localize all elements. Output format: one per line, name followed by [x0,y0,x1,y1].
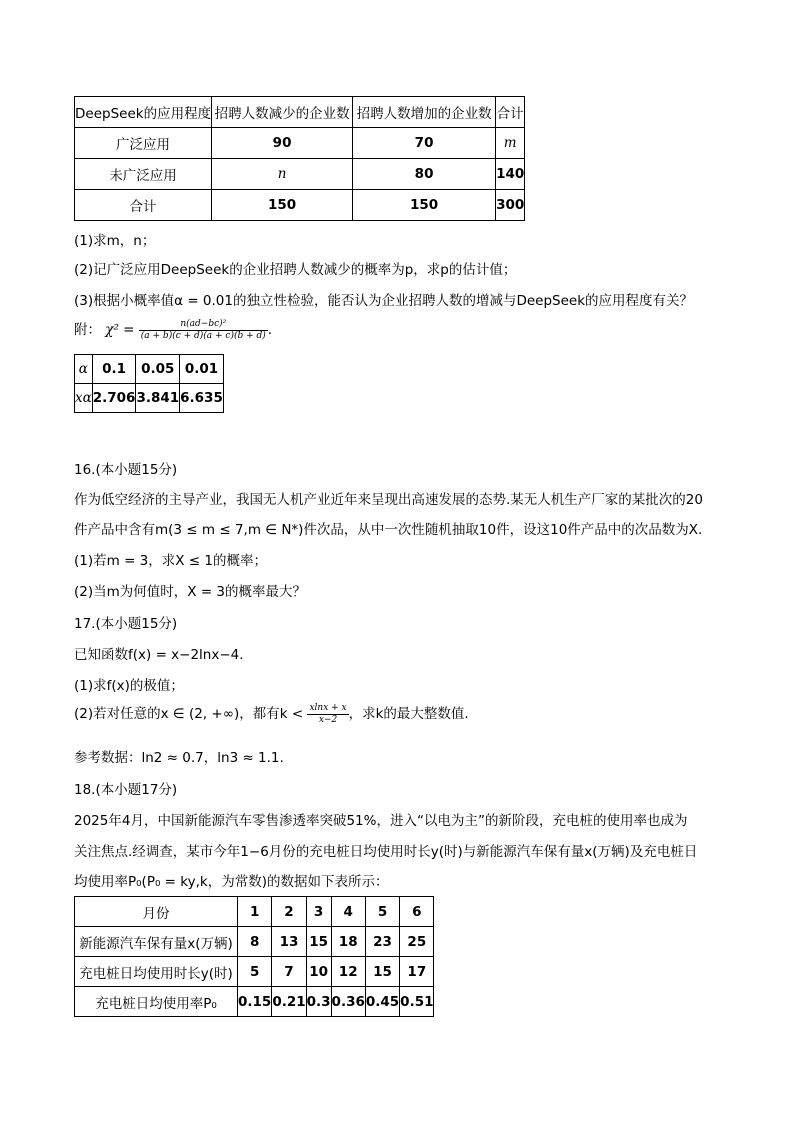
q18-heading: 18.(本小题17分) [74,782,178,798]
table-cell: 5 [365,897,399,927]
table-cell: 0.21 [272,987,306,1017]
chi-lhs: χ² = [105,322,135,338]
table-cell: 150 [353,190,496,221]
table-cell: 充电桩日均使用时长y(时) [75,957,238,987]
table-row [75,927,434,957]
table-cell: 合计 [496,97,525,128]
q17-part-2-end: ，求k的最大整数值. [348,706,469,722]
q17-reference-data: 参考数据：ln2 ≈ 0.7，ln3 ≈ 1.1. [74,750,284,766]
q17-part-2-text: (2)若对任意的x ∈ (2, +∞)，都有k < [74,706,304,722]
table-cell: 6.635 [180,384,224,413]
table-cell: 月份 [75,897,238,927]
table-cell: xα [75,384,93,413]
q15-part-1: (1)求m，n； [74,233,156,249]
table-cell: 70 [353,128,496,159]
table-cell: 8 [238,927,272,957]
table-row [75,128,525,159]
table-cell: DeepSeek的应用程度 [75,97,212,128]
table-cell: 新能源汽车保有量x(万辆) [75,927,238,957]
q17-numerator: xlnx + x [309,702,347,713]
table-cell: n [212,159,353,190]
q16-text-line-1: 作为低空经济的主导产业，我国无人机产业近年来呈现出高速发展的态势.某无人机生产厂家的某批次的20 [74,492,703,508]
table-cell: 招聘人数增加的企业数 [353,97,496,128]
q17-part-1: (1)求f(x)的极值； [74,678,184,694]
table-cell: 13 [272,927,306,957]
table-cell: 17 [400,957,434,987]
appendix-label: 附： [74,322,101,338]
q16-part-2: (2)当m为何值时，X = 3的概率最大？ [74,584,307,600]
q16-heading: 16.(本小题15分) [74,462,178,478]
table-cell: 4 [331,897,365,927]
table-cell: α [75,355,93,384]
table-cell: 充电桩日均使用率P₀ [75,987,238,1017]
table-cell: 10 [306,957,331,987]
q17-denominator: x−2 [307,714,348,726]
table-cell: 2.706 [92,384,136,413]
q18-text-line-1: 2025年4月，中国新能源汽车零售渗透率突破51%，进入“以电为主”的新阶段，充电桩的使用率也成为 [74,813,688,829]
table-cell: 150 [212,190,353,221]
q17-text-line-1: 已知函数f(x) = x−2lnx−4. [74,647,244,663]
chi-denominator: (a + b)(c + d)(a + c)(b + d) [140,330,266,341]
chi-numerator: n(ad−bc)² [180,318,227,329]
table-cell: 15 [306,927,331,957]
q15-part-2: (2)记广泛应用DeepSeek的企业招聘人数减少的概率为p，求p的估计值； [74,262,517,278]
table-row [75,957,434,987]
table-cell: 招聘人数减少的企业数 [212,97,353,128]
table-cell: 未广泛应用 [75,159,212,190]
q16-text-line-2: 件产品中含有m(3 ≤ m ≤ 7,m ∈ N*)件次品，从中一次性随机抽取10件，设这10件产品中的次品数为X. [74,522,703,538]
table-row [75,987,434,1017]
table-cell: 3 [306,897,331,927]
table-row [75,355,224,384]
table-cell: 80 [353,159,496,190]
table-cell: 合计 [75,190,212,221]
table-cell: 0.36 [331,987,365,1017]
chi-fraction [139,319,268,342]
table-cell: 6 [400,897,434,927]
table-row [75,897,434,927]
q18-text-line-2: 关注焦点.经调查，某市今年1−6月份的充电桩日均使用时长y(时)与新能源汽车保有量x(万辆)及充电桩日 [74,844,698,860]
table-cell: 300 [496,190,525,221]
table-cell: 5 [238,957,272,987]
critical-value-table [74,354,224,413]
table-cell: 0.05 [136,355,180,384]
table-row [75,159,525,190]
contingency-table [74,96,525,221]
table-cell: 0.45 [365,987,399,1017]
table-header-row [75,97,525,128]
table-cell: 0.01 [180,355,224,384]
table-cell: 2 [272,897,306,927]
chi-square-formula [74,318,272,342]
q17-part-2 [74,702,469,726]
table-cell: 3.841 [136,384,180,413]
table-cell: 广泛应用 [75,128,212,159]
chi-end: . [267,322,273,338]
table-cell: 7 [272,957,306,987]
table-cell: 23 [365,927,399,957]
table-cell: 25 [400,927,434,957]
table-cell: 90 [212,128,353,159]
table-cell: 140 [496,159,525,190]
table-cell: 0.1 [92,355,136,384]
q16-part-1: (1)若m = 3，求X ≤ 1的概率； [74,553,267,569]
table-row [75,384,224,413]
table-cell: 0.51 [400,987,434,1017]
table-cell: 15 [365,957,399,987]
table-cell: 12 [331,957,365,987]
table-cell: m [496,128,525,159]
q15-part-3: (3)根据小概率值α = 0.01的独立性检验，能否认为企业招聘人数的增减与DeepSeek的应用程度有关？ [74,293,694,309]
charging-data-table [74,896,434,1017]
table-row [75,190,525,221]
table-cell: 0.3 [306,987,331,1017]
q17-heading: 17.(本小题15分) [74,616,178,632]
table-cell: 18 [331,927,365,957]
q17-fraction [307,703,348,726]
table-cell: 1 [238,897,272,927]
q18-text-line-3: 均使用率P₀(P₀ = ky,k，为常数)的数据如下表所示： [74,874,389,890]
table-cell: 0.15 [238,987,272,1017]
